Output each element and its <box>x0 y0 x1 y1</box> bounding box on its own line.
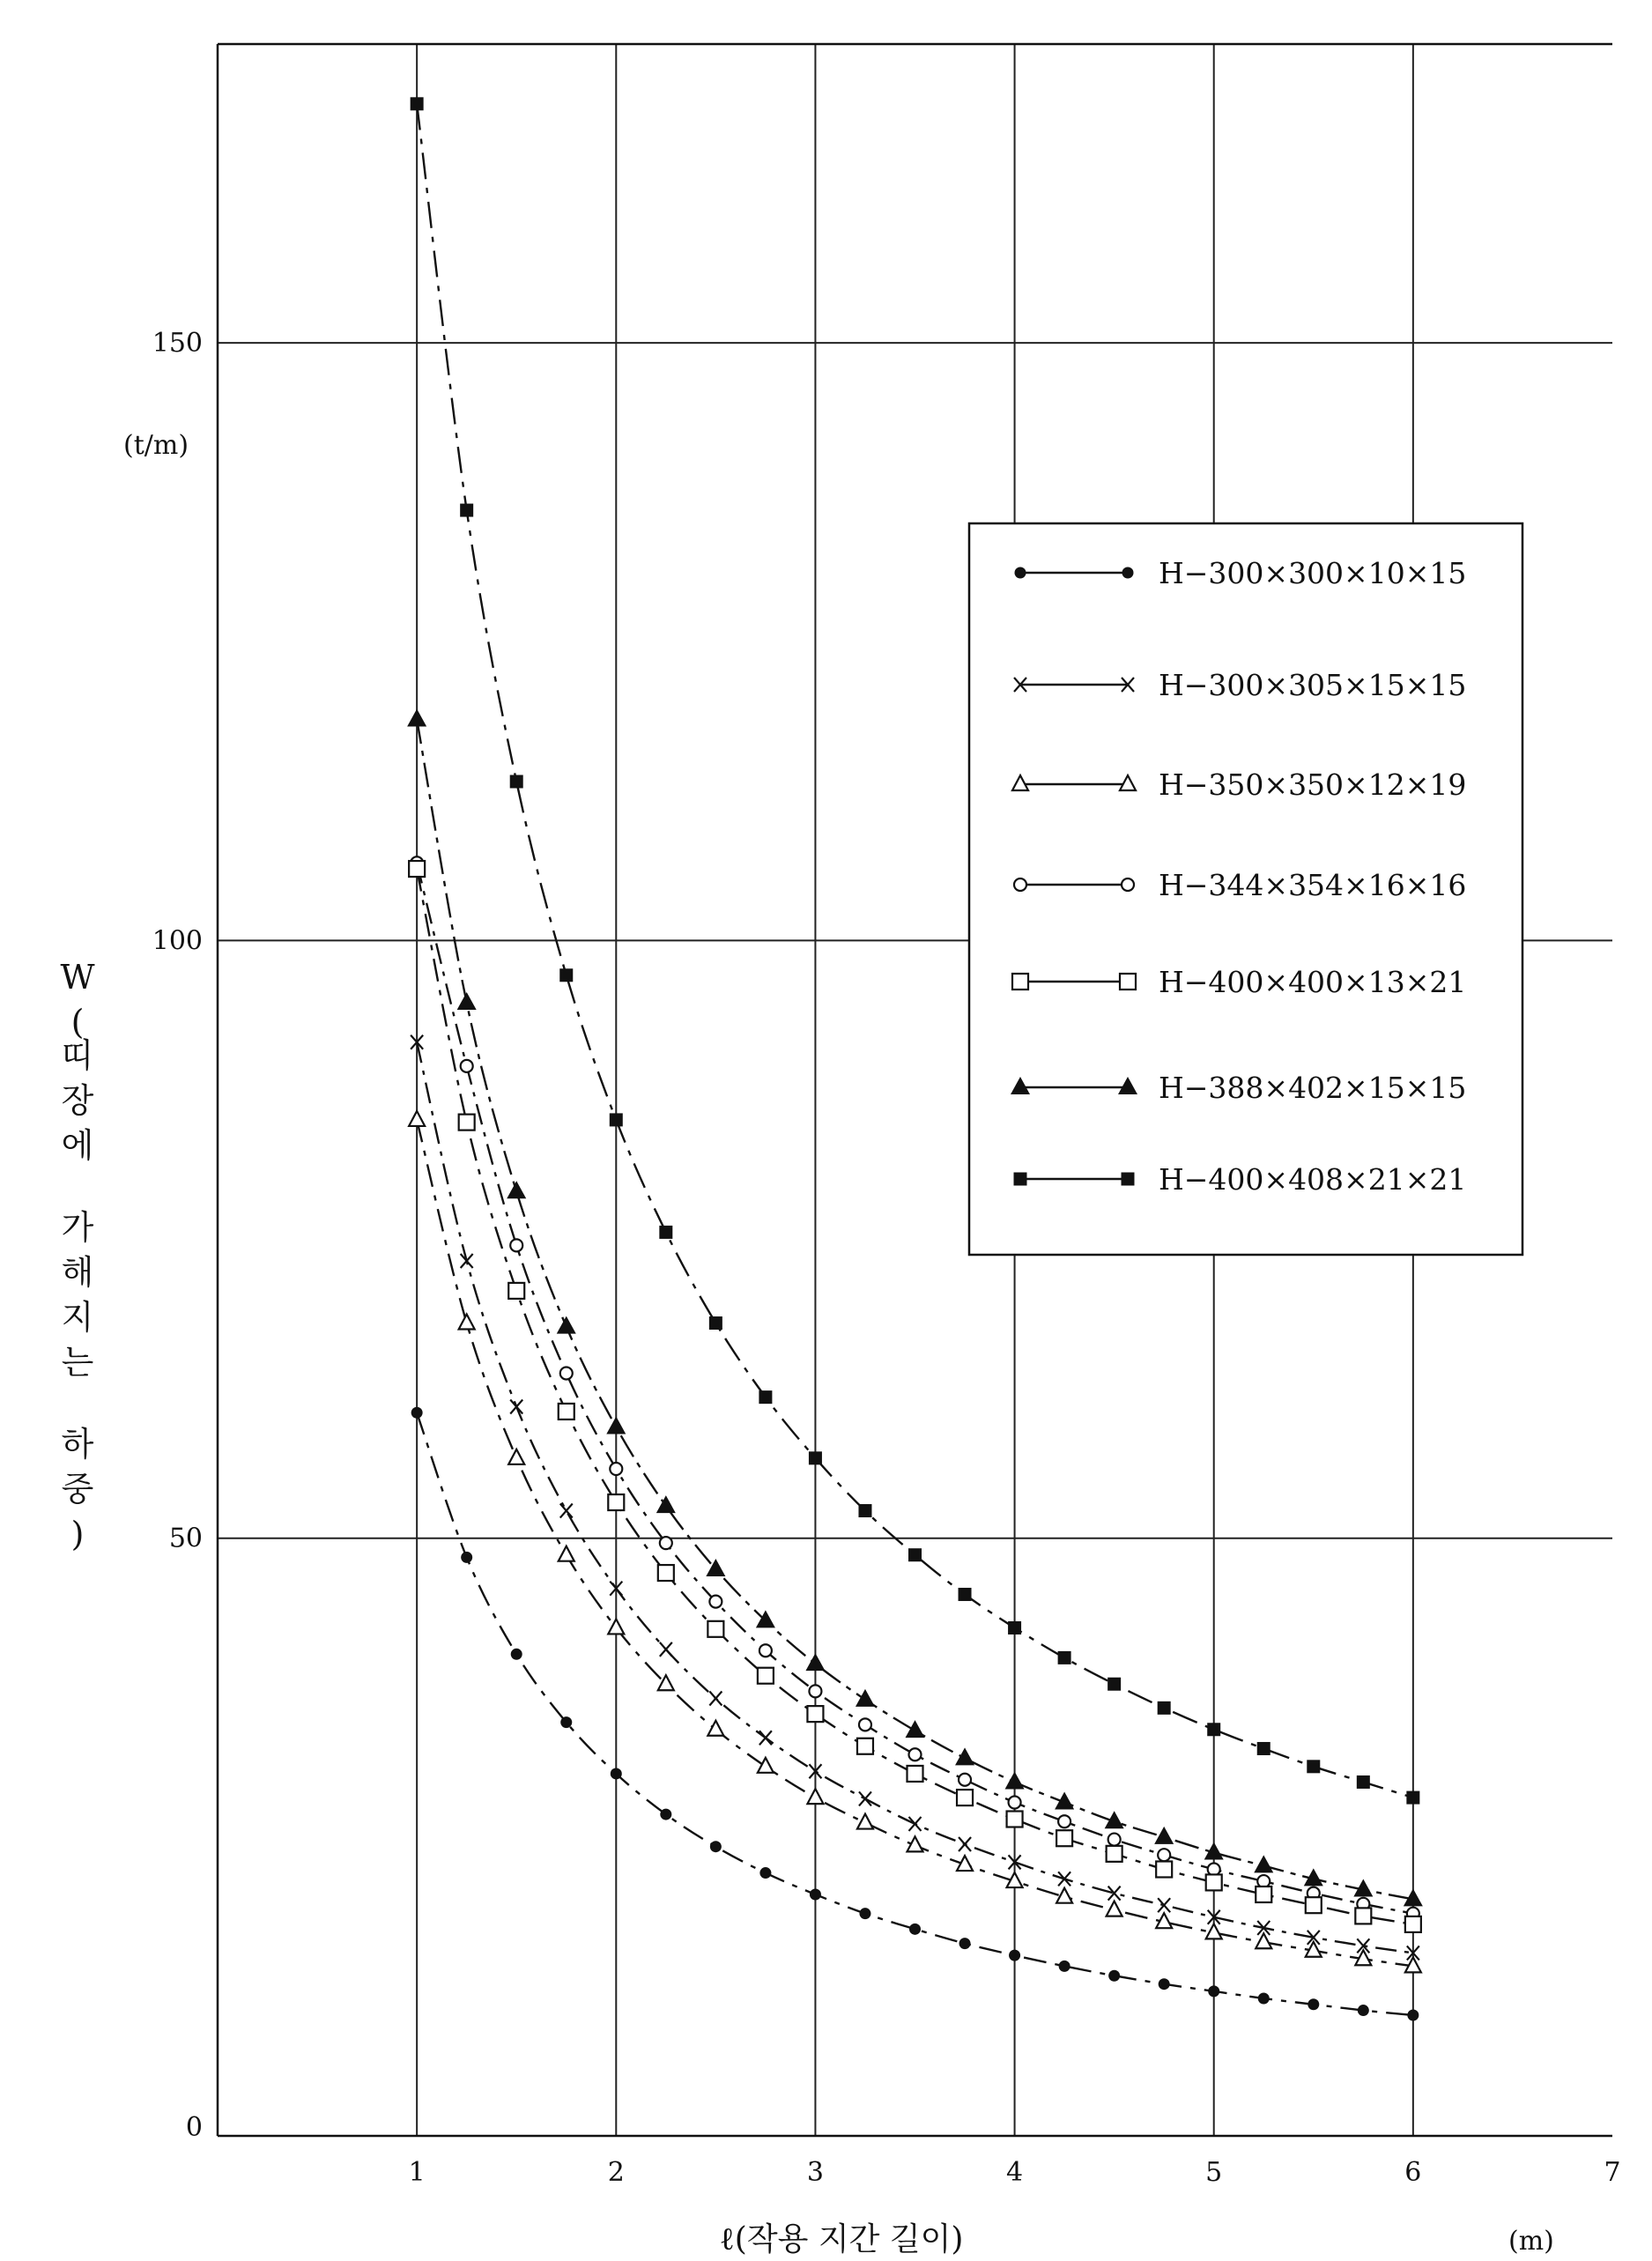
series-6-point-10 <box>856 1689 875 1707</box>
series-3-point-14 <box>1056 1888 1072 1903</box>
legend-marker-start-5 <box>1012 974 1028 990</box>
series-7-point-11 <box>908 1548 922 1561</box>
y-axis-label: W ( 띠 장 에 가 해 지 는 하 중 ) <box>60 958 95 1553</box>
series-5-point-7 <box>707 1621 723 1637</box>
series-7-point-9 <box>809 1451 822 1464</box>
series-5-point-17 <box>1206 1874 1222 1890</box>
series-4-point-7 <box>709 1596 722 1608</box>
series-2-point-2 <box>461 1254 473 1268</box>
series-4-point-9 <box>809 1685 821 1697</box>
series-5-point-15 <box>1107 1846 1122 1862</box>
legend-marker-end-7 <box>1122 1173 1135 1186</box>
series-1-point-2 <box>461 1552 472 1563</box>
x-axis-label: ℓ(작용 지간 길이) <box>719 2221 964 2257</box>
x-tick-label-5: 5 <box>1205 2157 1223 2188</box>
series-4-point-4 <box>560 1368 573 1380</box>
series-5-point-2 <box>459 1115 475 1130</box>
series-4-point-3 <box>510 1239 522 1251</box>
x-tick-label-2: 2 <box>607 2157 625 2188</box>
series-3-point-18 <box>1256 1933 1271 1948</box>
series-1-point-10 <box>859 1908 870 1919</box>
series-7-point-21 <box>1406 1791 1419 1805</box>
series-4-point-15 <box>1108 1834 1121 1846</box>
y-tick-label-150: 150 <box>152 328 203 360</box>
series-1-point-1 <box>411 1407 423 1419</box>
series-3-point-9 <box>807 1789 823 1804</box>
series-2-point-7 <box>709 1691 722 1705</box>
series-3-point-5 <box>608 1619 624 1634</box>
series-5-point-19 <box>1306 1897 1322 1913</box>
series-1-point-19 <box>1308 1998 1319 2010</box>
x-tick-label-1: 1 <box>408 2157 426 2188</box>
series-7-point-19 <box>1307 1760 1320 1773</box>
series-3-point-8 <box>758 1758 774 1773</box>
series-1-point-20 <box>1358 2005 1369 2016</box>
series-6-point-2 <box>457 992 477 1010</box>
series-6-point-16 <box>1154 1827 1174 1844</box>
x-tick-label-6: 6 <box>1404 2157 1422 2188</box>
legend-marker-end-1 <box>1122 567 1134 579</box>
series-7-point-8 <box>759 1390 772 1404</box>
series-4-point-13 <box>1009 1797 1021 1809</box>
series-2-point-14 <box>1058 1872 1070 1886</box>
legend-label-4: H−344×354×16×16 <box>1159 868 1467 902</box>
series-4-point-11 <box>909 1748 922 1761</box>
series-5-point-11 <box>907 1766 923 1782</box>
legend-marker-end-5 <box>1120 974 1136 990</box>
series-1-point-5 <box>611 1768 622 1779</box>
series-6-point-3 <box>507 1181 526 1198</box>
series-6-point-12 <box>955 1747 974 1765</box>
series-4-point-2 <box>461 1060 473 1072</box>
series-3-point-7 <box>707 1721 723 1736</box>
legend-label-5: H−400×400×13×21 <box>1159 965 1467 999</box>
legend-label-1: H−300×300×10×15 <box>1159 556 1467 590</box>
legend-label-6: H−388×402×15×15 <box>1159 1071 1467 1105</box>
series-6-point-6 <box>656 1495 676 1513</box>
series-2-point-11 <box>909 1817 922 1831</box>
series-3-point-2 <box>459 1315 475 1330</box>
series-3-point-15 <box>1107 1901 1122 1916</box>
series-3-point-10 <box>857 1814 873 1829</box>
series-7-point-5 <box>610 1113 623 1126</box>
series-6-point-5 <box>606 1417 626 1434</box>
series-1-point-16 <box>1159 1978 1170 1990</box>
series-1-point-6 <box>660 1809 671 1820</box>
series-2-point-8 <box>759 1731 772 1745</box>
legend-label-2: H−300×305×15×15 <box>1159 668 1467 702</box>
series-4-point-5 <box>610 1463 622 1475</box>
series-2-point-10 <box>859 1791 871 1805</box>
series-7-point-1 <box>411 97 424 110</box>
series-6-point-18 <box>1254 1855 1273 1872</box>
legend <box>969 523 1522 1255</box>
y-tick-label-0: 0 <box>185 2112 203 2143</box>
series-7-point-4 <box>559 968 573 982</box>
series-3-point-1 <box>409 1111 425 1126</box>
series-7-point-15 <box>1108 1678 1121 1691</box>
x-tick-label-7: 7 <box>1604 2157 1621 2188</box>
series-3-point-17 <box>1206 1924 1222 1939</box>
series-5-point-14 <box>1056 1830 1072 1846</box>
series-1-point-18 <box>1258 1992 1270 2004</box>
series-1-point-12 <box>959 1938 971 1949</box>
series-2-point-12 <box>959 1837 971 1851</box>
legend-marker-start-1 <box>1015 567 1026 579</box>
series-1-point-4 <box>560 1716 572 1728</box>
series-1-point-7 <box>710 1841 722 1852</box>
series-4-point-14 <box>1058 1815 1070 1827</box>
x-tick-label-3: 3 <box>806 2157 824 2188</box>
series-6-point-9 <box>805 1653 825 1671</box>
series-5-point-21 <box>1405 1916 1421 1932</box>
series-4-point-8 <box>759 1644 772 1657</box>
series-5-point-16 <box>1156 1861 1172 1877</box>
series-5-point-9 <box>807 1706 823 1722</box>
series-7-point-17 <box>1207 1723 1220 1736</box>
series-7-point-12 <box>959 1588 972 1601</box>
series-4-point-12 <box>959 1774 971 1786</box>
series-2-point-15 <box>1108 1887 1121 1901</box>
series-5-point-6 <box>658 1565 674 1581</box>
series-7-point-14 <box>1058 1651 1071 1664</box>
y-unit-label: (t/m) <box>123 430 189 461</box>
series-1-point-3 <box>511 1649 522 1660</box>
series-5-point-13 <box>1007 1812 1023 1827</box>
series-2-point-16 <box>1158 1898 1170 1912</box>
series-5-point-10 <box>857 1738 873 1754</box>
series-7-point-10 <box>858 1504 871 1517</box>
series-6-point-1 <box>407 708 426 726</box>
series-7-point-18 <box>1257 1742 1270 1755</box>
legend-marker-start-4 <box>1014 878 1026 891</box>
series-1-point-11 <box>909 1924 921 1935</box>
series-5-point-1 <box>409 861 425 877</box>
series-6-point-13 <box>1005 1771 1025 1789</box>
series-7-point-7 <box>709 1316 722 1330</box>
series-4-point-16 <box>1158 1849 1170 1861</box>
series-2-point-4 <box>560 1504 573 1518</box>
series-5-point-4 <box>559 1404 574 1420</box>
series-6-point-11 <box>906 1720 925 1738</box>
series-1-point-14 <box>1059 1961 1070 1972</box>
series-3-point-4 <box>559 1546 574 1561</box>
series-3-point-3 <box>508 1449 524 1464</box>
series-1-point-17 <box>1208 1985 1219 1997</box>
series-7-point-13 <box>1008 1621 1021 1635</box>
series-7-point-6 <box>659 1226 672 1239</box>
legend-marker-end-4 <box>1122 878 1134 891</box>
series-4-point-6 <box>660 1537 672 1549</box>
series-4-point-10 <box>859 1718 871 1731</box>
series-5-point-3 <box>508 1283 524 1299</box>
series-1-point-9 <box>810 1888 821 1900</box>
series-1-point-15 <box>1108 1970 1120 1982</box>
y-tick-label-100: 100 <box>152 925 203 957</box>
series-7-point-3 <box>510 775 523 789</box>
series-2-point-3 <box>510 1399 522 1413</box>
series-5-point-18 <box>1256 1887 1271 1902</box>
x-unit-label: (m) <box>1508 2226 1554 2257</box>
series-7-point-16 <box>1158 1701 1171 1715</box>
series-6-point-4 <box>557 1316 576 1334</box>
series-7-point-20 <box>1357 1775 1370 1789</box>
series-1-point-8 <box>759 1867 771 1879</box>
legend-marker-start-7 <box>1014 1173 1027 1186</box>
legend-label-7: H−400×408×21×21 <box>1159 1162 1467 1197</box>
series-1-point-21 <box>1407 2009 1419 2020</box>
legend-label-3: H−350×350×12×19 <box>1159 767 1467 802</box>
series-5-point-5 <box>608 1494 624 1510</box>
series-5-point-20 <box>1355 1908 1371 1924</box>
series-5-point-12 <box>957 1790 973 1805</box>
series-7-point-2 <box>460 504 473 517</box>
series-5-point-8 <box>758 1668 774 1684</box>
x-tick-label-4: 4 <box>1006 2157 1024 2188</box>
series-1-point-13 <box>1009 1950 1020 1961</box>
y-tick-label-50: 50 <box>168 1523 203 1554</box>
series-2-point-6 <box>660 1642 672 1657</box>
